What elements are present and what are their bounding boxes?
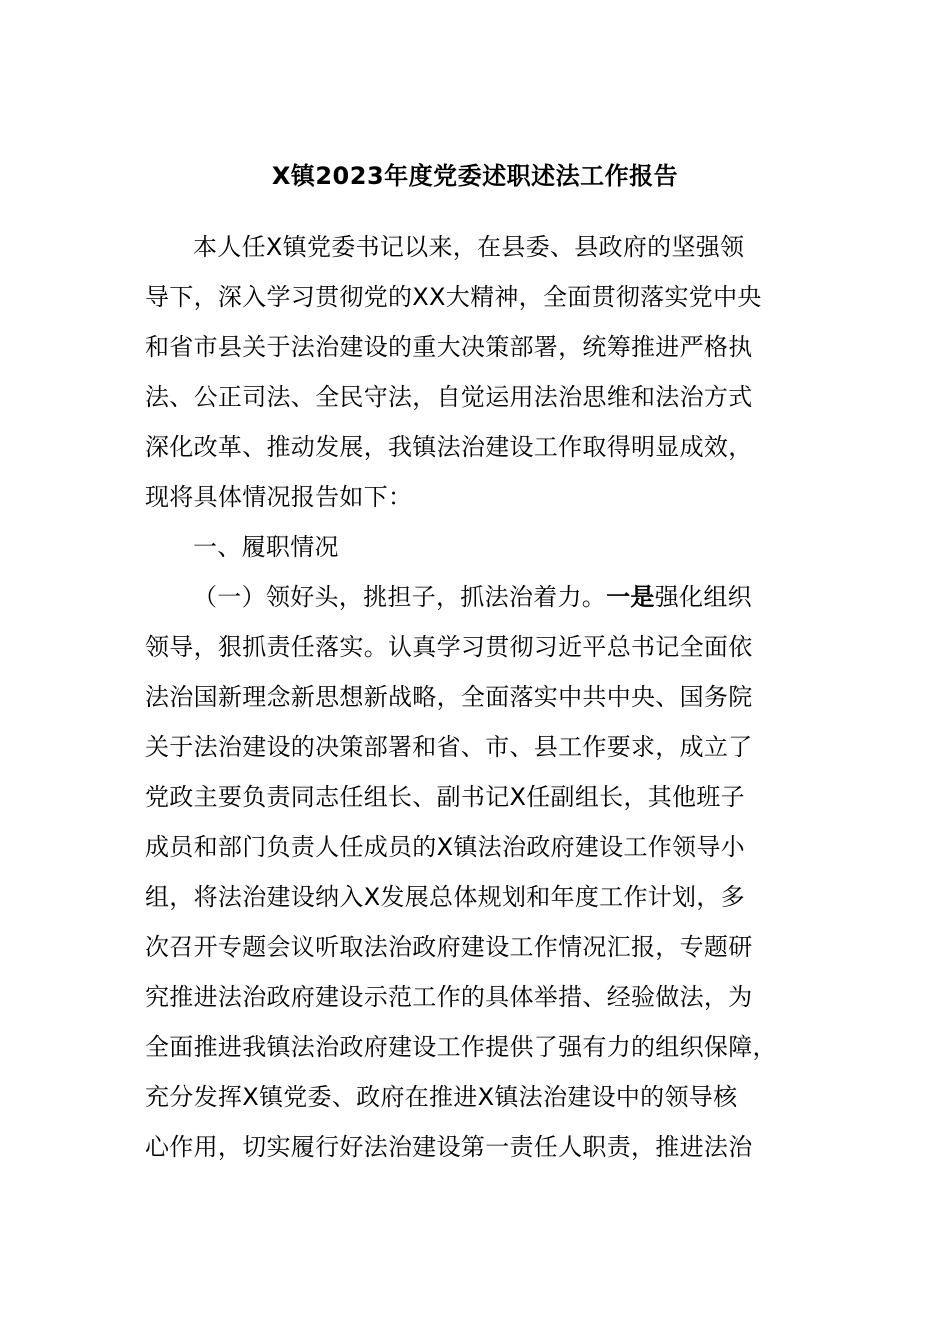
paragraph-line: 法治国新理念新思想新战略，全面落实中共中央、国务院 xyxy=(145,683,753,711)
paragraph-line: 本人任X镇党委书记以来，在县委、县政府的坚强领 xyxy=(193,233,745,261)
document-title: X镇2023年度党委述职述法工作报告 xyxy=(271,162,679,190)
emphasis-text: 一是 xyxy=(606,583,655,611)
paragraph-line: 领导，狠抓责任落实。认真学习贯彻习近平总书记全面依 xyxy=(145,633,753,661)
paragraph-line: 导下，深入学习贯彻党的XX大精神，全面贯彻落实党中央 xyxy=(145,283,762,311)
subsection-heading: （一）领好头，挑担子，抓法治着力。 xyxy=(193,583,607,611)
paragraph-line: 法、公正司法、全民守法，自觉运用法治思维和法治方式 xyxy=(145,383,753,411)
paragraph-line: 究推进法治政府建设示范工作的具体举措、经验做法，为 xyxy=(145,983,753,1011)
paragraph-line: 现将具体情况报告如下： xyxy=(145,483,413,511)
paragraph-line: 党政主要负责同志任组长、副书记X任副组长，其他班子 xyxy=(145,783,745,811)
paragraph-line: 次召开专题会议听取法治政府建设工作情况汇报，专题研 xyxy=(145,933,753,961)
paragraph-line: 充分发挥X镇党委、政府在推进X镇法治建设中的领导核 xyxy=(145,1083,738,1111)
subsection-text: 强化组织 xyxy=(654,583,752,611)
section-heading: 一、履职情况 xyxy=(193,533,339,561)
paragraph-line: 深化改革、推动发展，我镇法治建设工作取得明显成效， xyxy=(145,433,753,461)
subsection-line xyxy=(193,579,752,615)
paragraph-line: 关于法治建设的决策部署和省、市、县工作要求，成立了 xyxy=(145,733,753,761)
paragraph-line: 组，将法治建设纳入X发展总体规划和年度工作计划，多 xyxy=(145,883,745,911)
paragraph-line: 心作用，切实履行好法治建设第一责任人职责，推进法治 xyxy=(145,1133,753,1161)
paragraph-line: 全面推进我镇法治政府建设工作提供了强有力的组织保障， xyxy=(145,1033,777,1061)
paragraph-line: 和省市县关于法治建设的重大决策部署，统筹推进严格执 xyxy=(145,333,753,361)
paragraph-line: 成员和部门负责人任成员的X镇法治政府建设工作领导小 xyxy=(145,833,745,861)
